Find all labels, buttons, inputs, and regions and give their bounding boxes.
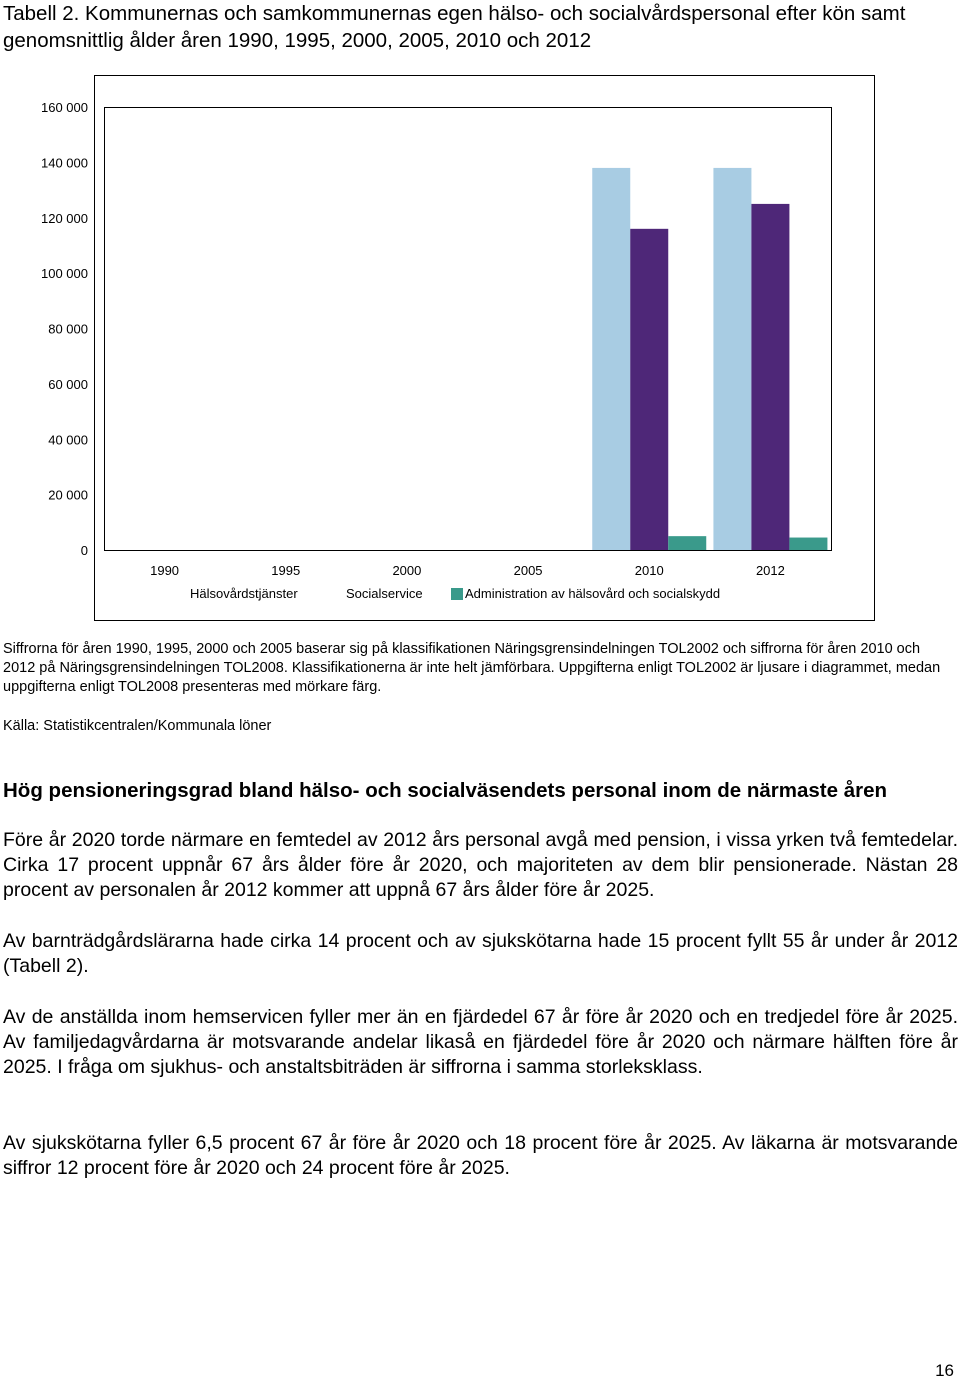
- source-line: Källa: Statistikcentralen/Kommunala löner: [3, 718, 272, 734]
- y-tick-label: 0: [80, 543, 88, 558]
- legend-label: Hälsovårdstjänster: [190, 586, 298, 601]
- y-tick-label: 100 000: [41, 266, 88, 282]
- chart-note: Siffrorna för åren 1990, 1995, 2000 och 2005 baserar sig på klassifikationen Näringsgrensindelningen TOL2002 och siffrorna för åren 2010 och 2012 på Näringsgrensindelningen TOL2008. Klassifikationerna är inte helt jämförbara. Uppgifterna enligt TOL2002 är ljusare i diagrammet, medan uppgifterna enligt TOL2008 presenteras med mörkare färg.: [3, 641, 941, 695]
- paragraph: Av barnträdgårdslärarna hade cirka 14 procent och av sjukskötarna hade 15 procent fyllt 55 år under år 2012 (Tabell 2).: [3, 930, 958, 977]
- table-title: Tabell 2. Kommunernas och samkommunernas egen hälso- och socialvårdspersonal efter kön samt genomsnittlig ålder åren 1990, 1995, 2000, 2005, 2010 och 2012: [3, 2, 906, 52]
- legend-label: Socialservice: [346, 586, 423, 601]
- y-tick-label: 140 000: [41, 155, 88, 171]
- x-tick-label: 2005: [513, 563, 543, 578]
- y-tick-label: 80 000: [48, 321, 88, 337]
- paragraph: Av de anställda inom hemservicen fyller mer än en fjärdedel 67 år före år 2020 och en tredjedel före år 2025. Av familjedagvårdarna är motsvarande andelar likaså en fjärdedel före år 2020 och närmare hälften före år 2025. I fråga om sjukhus- och anstaltsbiträden är siffrorna i samma storleksklass.: [3, 1006, 958, 1078]
- x-tick-label: 2000: [392, 563, 422, 578]
- legend-label: Administration av hälsovård och socialskydd: [465, 586, 721, 601]
- x-tick-label: 2012: [755, 563, 785, 578]
- x-tick-label: 1995: [271, 563, 301, 578]
- bar: [668, 536, 706, 550]
- bar: [789, 538, 827, 550]
- legend-swatch: [451, 588, 463, 600]
- x-tick-label: 2010: [634, 563, 664, 578]
- bar: [592, 168, 630, 550]
- chart-svg: [0, 70, 960, 630]
- x-tick-label: 1990: [150, 563, 180, 578]
- y-tick-label: 40 000: [48, 432, 88, 448]
- y-tick-label: 120 000: [41, 210, 88, 226]
- bar-chart: [0, 70, 960, 630]
- y-tick-label: 20 000: [48, 487, 88, 503]
- paragraph: Före år 2020 torde närmare en femtedel av 2012 års personal avgå med pension, i vissa yrken två femtedelar. Cirka 17 procent uppnår 67 års ålder före år 2020, och majoriteten av dem blir pensionerade. Nästan 28 procent av personalen år 2012 kommer att uppnå 67 års ålder före år 2025.: [3, 829, 958, 901]
- y-tick-label: 160 000: [41, 100, 88, 115]
- bar: [630, 229, 668, 550]
- paragraph: Av sjukskötarna fyller 6,5 procent 67 år före år 2020 och 18 procent före år 2025. Av läkarna är motsvarande siffror 12 procent före år 2020 och 24 procent före år 2025.: [3, 1132, 958, 1179]
- bar: [751, 204, 789, 550]
- page-number: 16: [935, 1361, 954, 1380]
- section-heading: Hög pensioneringsgrad bland hälso- och socialväsendets personal inom de närmaste åren: [3, 779, 888, 802]
- y-tick-label: 60 000: [48, 376, 88, 392]
- bar: [713, 168, 751, 550]
